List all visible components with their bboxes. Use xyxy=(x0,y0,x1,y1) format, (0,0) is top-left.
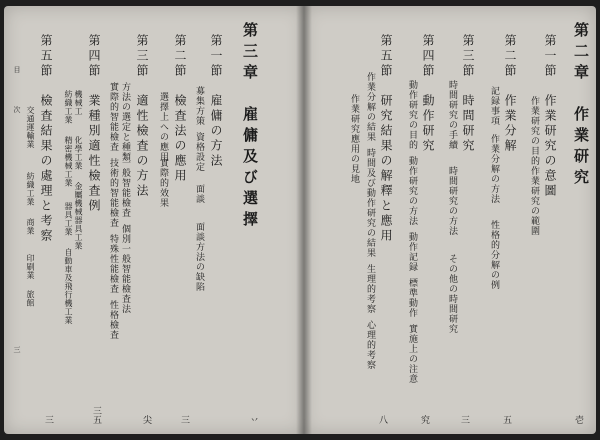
r-s2-title: 第二節 作業分解 xyxy=(503,34,517,154)
r-s3-page: 三 xyxy=(459,415,469,424)
r-s1-title: 第一節 作業研究の意圖 xyxy=(543,34,557,199)
l-s2-sub1: 選擇上への應用 xyxy=(158,92,168,162)
r-s5-sub5: 作業研究應用の見地 xyxy=(349,94,359,184)
r-s5-title: 第五節 研究結果の解釋と應用 xyxy=(379,34,393,244)
r-s4-page: 究 xyxy=(419,415,429,424)
chapter-2-page: 壱 xyxy=(573,415,583,424)
chapter-2-title: 第二章 作業研究 xyxy=(572,22,590,190)
running-head-ji: 次 xyxy=(13,106,21,113)
r-s2-page: 五 xyxy=(501,415,511,424)
r-s4-sub2: 動作研究の方法 xyxy=(407,156,417,226)
r-s5-sub2: 時間及び動作研究の結果 xyxy=(365,148,375,258)
left-page xyxy=(4,6,304,434)
r-s5-sub1: 作業分解の結果 xyxy=(365,72,375,142)
r-s5-sub4: 心理的考察 xyxy=(365,320,375,370)
r-s4-sub5: 實施上の注意 xyxy=(407,324,417,384)
l-s2-page: 三 xyxy=(179,415,189,424)
r-s2-sub3: 性格的分解の例 xyxy=(489,220,499,290)
l-s4-title: 第四節 業種別適性檢査例 xyxy=(87,34,101,214)
l-s4-sub5: 精密機械工業 xyxy=(64,136,73,187)
l-s3-sub1: 方法の選定と種類 xyxy=(120,82,130,162)
l-s5-sub5: 旅館 xyxy=(26,290,35,307)
r-s4-title: 第四節 動作研究 xyxy=(421,34,435,154)
l-s3-sub4: 實際的智能檢査 xyxy=(108,82,118,152)
l-s4-sub3: 金屬機械器具工業 xyxy=(74,182,83,250)
chapter-3-page: 丷 xyxy=(248,415,258,424)
r-s3-sub1: 時間研究の手續 xyxy=(447,80,457,150)
r-s5-page: 八 xyxy=(377,415,387,424)
r-s2-sub1: 記録事項 xyxy=(489,86,499,126)
l-s1-sub1: 募集方策 xyxy=(194,86,204,126)
l-s2-title: 第二節 檢査法の應用 xyxy=(173,34,187,184)
r-s2-sub2: 作業分解の方法 xyxy=(489,134,499,204)
l-s5-page: 三 xyxy=(43,415,53,424)
r-s4-sub4: 標準動作 xyxy=(407,278,417,318)
l-s3-title: 第三節 適性檢査の方法 xyxy=(135,34,149,199)
running-head-page: 三 xyxy=(13,346,21,353)
r-s4-sub1: 動作研究の目的 xyxy=(407,80,417,150)
l-s4-sub7: 自動車及飛行機工業 xyxy=(64,248,73,325)
r-s3-sub3: その他の時間研究 xyxy=(447,254,457,334)
r-s3-title: 第三節 時間研究 xyxy=(461,34,475,154)
r-s5-sub3: 生理的考察 xyxy=(365,264,375,314)
l-s3-page: 尖 xyxy=(141,415,151,424)
r-s1-sub1: 作業研究の目的 xyxy=(529,96,539,166)
book-gutter xyxy=(296,6,312,434)
l-s4-sub2: 化學工業 xyxy=(74,136,83,170)
l-s4-sub1: 機械工 xyxy=(74,90,83,116)
r-s4-sub3: 動作記録 xyxy=(407,232,417,272)
chapter-3-title: 第三章 雇傭及び選擇 xyxy=(241,22,259,232)
l-s4-sub6: 器具工業 xyxy=(64,202,73,236)
running-head-mu: 目 xyxy=(13,66,21,73)
l-s1-sub4: 面談方法の缺陷 xyxy=(194,222,204,292)
l-s3-sub3: 個別一般智能檢査法 xyxy=(120,224,130,314)
l-s1-sub3: 面談 xyxy=(194,184,204,204)
l-s3-sub2: 一般智能檢査 xyxy=(120,158,130,218)
l-s5-sub2: 紡織工業 xyxy=(26,172,35,206)
l-s3-sub7: 性格檢査 xyxy=(108,300,118,340)
r-s1-sub2: 作業研究の範圍 xyxy=(529,166,539,236)
l-s3-sub6: 特殊性能檢査 xyxy=(108,234,118,294)
l-s1-sub2: 資格設定 xyxy=(194,132,204,172)
l-s5-sub4: 印刷業 xyxy=(26,254,35,280)
l-s5-sub1: 交通運輸業 xyxy=(26,106,35,149)
l-s4-page: 三五 xyxy=(91,406,101,424)
l-s3-sub5: 技術的智能檢査 xyxy=(108,158,118,228)
r-s3-sub2: 時間研究の方法 xyxy=(447,166,457,236)
l-s5-title: 第五節 檢査結果の處理と考察 xyxy=(39,34,53,244)
right-page xyxy=(304,6,596,434)
l-s4-sub4: 紡織工業 xyxy=(64,90,73,124)
l-s5-sub3: 商業 xyxy=(26,218,35,235)
l-s1-title: 第一節 雇傭の方法 xyxy=(209,34,223,169)
l-s2-sub2: 實際的效果 xyxy=(158,158,168,208)
